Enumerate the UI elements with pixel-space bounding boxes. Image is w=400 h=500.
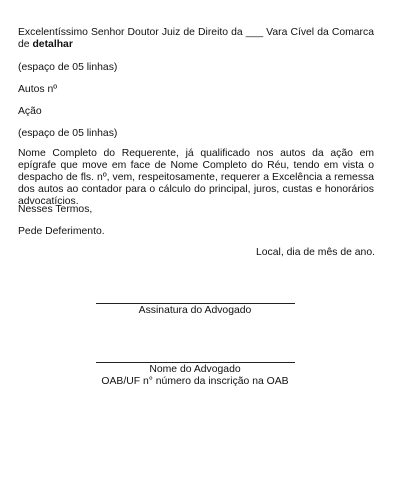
signature-label: Assinatura do Advogado — [138, 305, 252, 316]
place-date: Local, dia de mês de ano. — [256, 247, 375, 258]
body-paragraph: Nome Completo do Requerente, já qualificado nos autos da ação em epígrafe que move em face de Nome Completo do Réu, tendo em vista o despacho de fls. nº, vem, respeitosamente, requerer a Excelência a remessa dos autos ao contador para o cálculo do principal, juros, custas e honorários advocatícios. — [18, 148, 374, 207]
oab-line: OAB/UF n° número da inscrição na OAB — [101, 376, 289, 387]
lawyer-name: Nome do Advogado — [149, 364, 241, 375]
lawyer-name-line — [96, 362, 295, 363]
addressee-paragraph — [18, 27, 374, 51]
spacing-note-2: (espaço de 05 linhas) — [18, 128, 118, 139]
action-label: Ação — [18, 106, 42, 117]
signature-line — [96, 303, 295, 304]
addressee-bold: detalhar — [32, 39, 73, 50]
addressee-text: Excelentíssimo Senhor Doutor Juiz de Direito da ___ Vara Cível da Comarca de — [18, 27, 374, 50]
spacing-note-1: (espaço de 05 linhas) — [18, 62, 118, 73]
case-number-label: Autos nº — [18, 84, 58, 95]
closing-line-1: Nesses Termos, — [18, 204, 93, 215]
closing-line-2: Pede Deferimento. — [18, 226, 105, 237]
